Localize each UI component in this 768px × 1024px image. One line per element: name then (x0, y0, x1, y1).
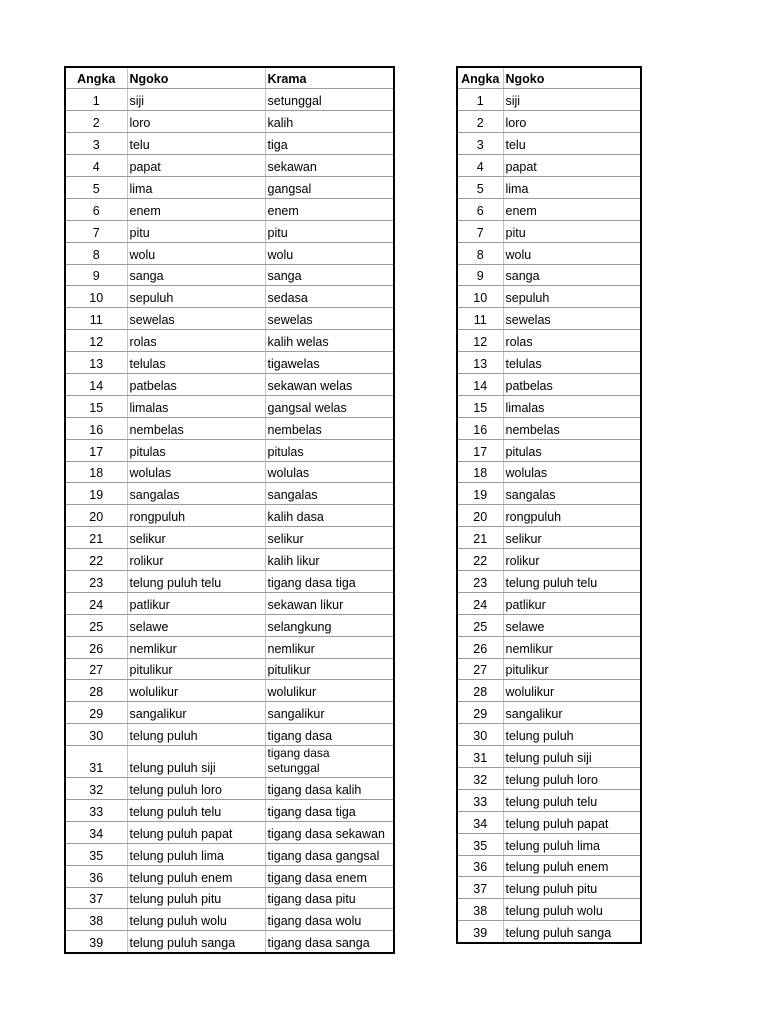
krama-cell: sekawan welas (265, 373, 394, 395)
table-row (457, 373, 641, 395)
angka-cell: 17 (65, 439, 127, 461)
krama-cell: tigang dasa wolu (265, 909, 394, 931)
table-row (65, 778, 394, 800)
ngoko-cell: patbelas (503, 373, 641, 395)
table-row (457, 111, 641, 133)
angka-cell: 19 (457, 483, 503, 505)
angka-cell: 36 (457, 855, 503, 877)
ngoko-cell: wolulikur (503, 680, 641, 702)
ngoko-cell: selawe (503, 614, 641, 636)
ngoko-cell: telulas (503, 352, 641, 374)
table-row (457, 330, 641, 352)
ngoko-cell: nemlikur (503, 636, 641, 658)
angka-cell: 23 (457, 570, 503, 592)
angka-cell: 28 (65, 680, 127, 702)
table-row (457, 527, 641, 549)
angka-cell: 33 (457, 789, 503, 811)
table-row (457, 746, 641, 768)
table-row (65, 614, 394, 636)
krama-cell: tigang dasa tiga (265, 800, 394, 822)
angka-cell: 15 (457, 395, 503, 417)
ngoko-cell: siji (503, 89, 641, 111)
ngoko-cell: rongpuluh (503, 505, 641, 527)
ngoko-cell: limalas (503, 395, 641, 417)
krama-cell: pitulas (265, 439, 394, 461)
angka-cell: 20 (457, 505, 503, 527)
ngoko-cell: sangalikur (127, 702, 265, 724)
table-row (65, 220, 394, 242)
angka-cell: 1 (65, 89, 127, 111)
ngoko-cell: patlikur (503, 592, 641, 614)
krama-cell: setunggal (265, 89, 394, 111)
header-angka: Angka (457, 67, 503, 89)
krama-cell: sewelas (265, 308, 394, 330)
krama-cell (265, 746, 394, 778)
table-row (457, 505, 641, 527)
ngoko-cell: rolikur (127, 549, 265, 571)
table-row (457, 286, 641, 308)
krama-cell: pitu (265, 220, 394, 242)
krama-cell: sanga (265, 264, 394, 286)
angka-cell: 18 (457, 461, 503, 483)
angka-cell: 4 (457, 155, 503, 177)
table-row (457, 636, 641, 658)
angka-cell: 22 (65, 549, 127, 571)
angka-cell: 34 (65, 821, 127, 843)
ngoko-cell: telung puluh telu (127, 800, 265, 822)
table-row (65, 264, 394, 286)
angka-cell: 16 (65, 417, 127, 439)
table-row (65, 198, 394, 220)
angka-cell: 32 (457, 768, 503, 790)
angka-cell: 29 (457, 702, 503, 724)
table-row (65, 242, 394, 264)
ngoko-cell: telung puluh pitu (503, 877, 641, 899)
table-row (457, 549, 641, 571)
ngoko-cell: rolas (127, 330, 265, 352)
table-row (457, 592, 641, 614)
angka-cell: 24 (65, 592, 127, 614)
angka-cell: 7 (457, 220, 503, 242)
krama-cell: tigang dasa sanga (265, 931, 394, 953)
krama-cell: tigang dasa enem (265, 865, 394, 887)
angka-cell: 23 (65, 570, 127, 592)
table-row (457, 220, 641, 242)
left-table-body (65, 89, 394, 953)
ngoko-cell: patbelas (127, 373, 265, 395)
table-row (65, 352, 394, 374)
ngoko-cell: pitulikur (127, 658, 265, 680)
ngoko-cell: nembelas (503, 417, 641, 439)
angka-cell: 2 (65, 111, 127, 133)
ngoko-cell: telung puluh telu (503, 570, 641, 592)
table-row (65, 636, 394, 658)
table-row (457, 614, 641, 636)
ngoko-cell: loro (127, 111, 265, 133)
ngoko-cell: siji (127, 89, 265, 111)
angka-cell: 15 (65, 395, 127, 417)
table-row (65, 724, 394, 746)
angka-cell: 13 (457, 352, 503, 374)
table-row (457, 176, 641, 198)
table-row (65, 702, 394, 724)
ngoko-cell: sangalas (127, 483, 265, 505)
table-row (65, 330, 394, 352)
angka-cell: 14 (65, 373, 127, 395)
ngoko-cell: telung puluh telu (503, 789, 641, 811)
krama-cell: tigawelas (265, 352, 394, 374)
header-angka: Angka (65, 67, 127, 89)
angka-cell: 25 (65, 614, 127, 636)
table-row (65, 373, 394, 395)
krama-cell: sangalikur (265, 702, 394, 724)
table-row (457, 833, 641, 855)
krama-cell: nembelas (265, 417, 394, 439)
krama-cell: nemlikur (265, 636, 394, 658)
krama-cell: selangkung (265, 614, 394, 636)
ngoko-cell: telung puluh papat (127, 821, 265, 843)
ngoko-cell: telung puluh enem (127, 865, 265, 887)
table-row (457, 155, 641, 177)
table-row (65, 439, 394, 461)
table-row (65, 89, 394, 111)
angka-cell: 32 (65, 778, 127, 800)
table-row (457, 483, 641, 505)
krama-cell: wolu (265, 242, 394, 264)
ngoko-cell: enem (503, 198, 641, 220)
ngoko-cell: selikur (503, 527, 641, 549)
angka-cell: 37 (457, 877, 503, 899)
angka-cell: 5 (65, 176, 127, 198)
angka-cell: 39 (65, 931, 127, 953)
krama-cell: gangsal welas (265, 395, 394, 417)
right-table-body (457, 89, 641, 943)
table-row (457, 439, 641, 461)
angka-cell: 3 (65, 133, 127, 155)
ngoko-cell: nemlikur (127, 636, 265, 658)
angka-cell: 28 (457, 680, 503, 702)
angka-cell: 21 (65, 527, 127, 549)
krama-cell: enem (265, 198, 394, 220)
krama-cell: tigang dasa tiga (265, 570, 394, 592)
angka-cell: 8 (65, 242, 127, 264)
right-number-table (456, 66, 642, 944)
wrapped-line: setunggal (267, 761, 320, 776)
angka-cell: 35 (65, 843, 127, 865)
angka-cell: 29 (65, 702, 127, 724)
krama-cell: tigang dasa gangsal (265, 843, 394, 865)
table-row (457, 352, 641, 374)
ngoko-cell: lima (127, 176, 265, 198)
angka-cell: 21 (457, 527, 503, 549)
header-krama: Krama (265, 67, 394, 89)
angka-cell: 9 (457, 264, 503, 286)
ngoko-cell: limalas (127, 395, 265, 417)
ngoko-cell: lima (503, 176, 641, 198)
krama-cell: tigang dasa sekawan (265, 821, 394, 843)
table-row (457, 570, 641, 592)
krama-cell: sekawan (265, 155, 394, 177)
table-row (65, 176, 394, 198)
ngoko-cell: pitulikur (503, 658, 641, 680)
ngoko-cell: telung puluh lima (503, 833, 641, 855)
table-row (65, 308, 394, 330)
table-row (65, 417, 394, 439)
angka-cell: 26 (457, 636, 503, 658)
ngoko-cell: wolulas (127, 461, 265, 483)
angka-cell: 18 (65, 461, 127, 483)
table-row (457, 133, 641, 155)
angka-cell: 24 (457, 592, 503, 614)
header-row (65, 67, 394, 89)
krama-cell: selikur (265, 527, 394, 549)
angka-cell: 6 (457, 198, 503, 220)
angka-cell: 20 (65, 505, 127, 527)
header-ngoko: Ngoko (503, 67, 641, 89)
ngoko-cell: telung puluh sanga (503, 921, 641, 943)
ngoko-cell: telung puluh wolu (503, 899, 641, 921)
ngoko-cell: wolulikur (127, 680, 265, 702)
krama-cell: tigang dasa kalih (265, 778, 394, 800)
angka-cell: 37 (65, 887, 127, 909)
table-row (65, 133, 394, 155)
table-row (65, 821, 394, 843)
ngoko-cell: telung puluh enem (503, 855, 641, 877)
ngoko-cell: rolas (503, 330, 641, 352)
angka-cell: 17 (457, 439, 503, 461)
ngoko-cell: telung puluh wolu (127, 909, 265, 931)
table-row (457, 702, 641, 724)
table-row (65, 461, 394, 483)
krama-cell: tiga (265, 133, 394, 155)
krama-cell: gangsal (265, 176, 394, 198)
krama-cell: wolulikur (265, 680, 394, 702)
ngoko-cell: telu (127, 133, 265, 155)
ngoko-cell: telung puluh siji (503, 746, 641, 768)
ngoko-cell: patlikur (127, 592, 265, 614)
ngoko-cell: selikur (127, 527, 265, 549)
krama-cell: sekawan likur (265, 592, 394, 614)
left-number-table (64, 66, 395, 954)
angka-cell: 30 (457, 724, 503, 746)
table-row (65, 592, 394, 614)
angka-cell: 38 (457, 899, 503, 921)
angka-cell: 5 (457, 176, 503, 198)
ngoko-cell: pitulas (127, 439, 265, 461)
angka-cell: 14 (457, 373, 503, 395)
angka-cell: 13 (65, 352, 127, 374)
angka-cell: 36 (65, 865, 127, 887)
table-row (457, 198, 641, 220)
angka-cell: 27 (457, 658, 503, 680)
table-row (65, 865, 394, 887)
ngoko-cell: telung puluh siji (127, 746, 265, 778)
angka-cell: 16 (457, 417, 503, 439)
table-row (65, 155, 394, 177)
table-row (65, 395, 394, 417)
angka-cell: 2 (457, 111, 503, 133)
ngoko-cell: sewelas (503, 308, 641, 330)
ngoko-cell: sepuluh (127, 286, 265, 308)
angka-cell: 31 (457, 746, 503, 768)
krama-cell: kalih (265, 111, 394, 133)
ngoko-cell: papat (503, 155, 641, 177)
table-row (457, 921, 641, 943)
ngoko-cell: telung puluh telu (127, 570, 265, 592)
table-row (65, 527, 394, 549)
ngoko-cell: telung puluh loro (503, 768, 641, 790)
angka-cell: 34 (457, 811, 503, 833)
table-row (457, 461, 641, 483)
krama-cell: kalih dasa (265, 505, 394, 527)
table-row (457, 242, 641, 264)
krama-cell: sedasa (265, 286, 394, 308)
table-row (457, 395, 641, 417)
ngoko-cell: telung puluh loro (127, 778, 265, 800)
angka-cell: 31 (65, 746, 127, 778)
angka-cell: 25 (457, 614, 503, 636)
angka-cell: 11 (65, 308, 127, 330)
ngoko-cell: nembelas (127, 417, 265, 439)
ngoko-cell: rongpuluh (127, 505, 265, 527)
angka-cell: 10 (65, 286, 127, 308)
ngoko-cell: selawe (127, 614, 265, 636)
krama-cell: kalih likur (265, 549, 394, 571)
table-row (65, 658, 394, 680)
angka-cell: 26 (65, 636, 127, 658)
ngoko-cell: sewelas (127, 308, 265, 330)
ngoko-cell: sangalikur (503, 702, 641, 724)
table-row (457, 855, 641, 877)
angka-cell: 38 (65, 909, 127, 931)
angka-cell: 7 (65, 220, 127, 242)
angka-cell: 1 (457, 89, 503, 111)
table-row (65, 931, 394, 953)
ngoko-cell: rolikur (503, 549, 641, 571)
ngoko-cell: pitu (127, 220, 265, 242)
ngoko-cell: sanga (127, 264, 265, 286)
angka-cell: 11 (457, 308, 503, 330)
angka-cell: 8 (457, 242, 503, 264)
angka-cell: 19 (65, 483, 127, 505)
table-row (457, 724, 641, 746)
ngoko-cell: telung puluh pitu (127, 887, 265, 909)
angka-cell: 22 (457, 549, 503, 571)
table-row (65, 286, 394, 308)
angka-cell: 9 (65, 264, 127, 286)
table-row (65, 680, 394, 702)
krama-cell: pitulikur (265, 658, 394, 680)
angka-cell: 4 (65, 155, 127, 177)
ngoko-cell: sanga (503, 264, 641, 286)
wrapped-line: tigang dasa (267, 746, 330, 761)
table-row (65, 800, 394, 822)
ngoko-cell: loro (503, 111, 641, 133)
table-row (457, 658, 641, 680)
ngoko-cell: telung puluh (127, 724, 265, 746)
header-row (457, 67, 641, 89)
ngoko-cell: enem (127, 198, 265, 220)
table-row (457, 789, 641, 811)
ngoko-cell: telung puluh (503, 724, 641, 746)
angka-cell: 10 (457, 286, 503, 308)
ngoko-cell: telung puluh papat (503, 811, 641, 833)
angka-cell: 30 (65, 724, 127, 746)
table-row (457, 768, 641, 790)
krama-cell: tigang dasa pitu (265, 887, 394, 909)
table-row (65, 746, 394, 778)
krama-cell: wolulas (265, 461, 394, 483)
table-row (457, 811, 641, 833)
table-row (65, 570, 394, 592)
table-row (65, 505, 394, 527)
ngoko-cell: pitulas (503, 439, 641, 461)
table-row (65, 843, 394, 865)
table-row (457, 899, 641, 921)
angka-cell: 6 (65, 198, 127, 220)
ngoko-cell: papat (127, 155, 265, 177)
krama-cell: tigang dasa (265, 724, 394, 746)
angka-cell: 39 (457, 921, 503, 943)
table-row (457, 89, 641, 111)
ngoko-cell: wolulas (503, 461, 641, 483)
table-row (65, 909, 394, 931)
angka-cell: 35 (457, 833, 503, 855)
ngoko-cell: telulas (127, 352, 265, 374)
angka-cell: 12 (65, 330, 127, 352)
header-ngoko: Ngoko (127, 67, 265, 89)
ngoko-cell: telung puluh sanga (127, 931, 265, 953)
table-row (65, 887, 394, 909)
ngoko-cell: telung puluh lima (127, 843, 265, 865)
table-row (65, 111, 394, 133)
angka-cell: 33 (65, 800, 127, 822)
table-row (457, 877, 641, 899)
table-row (457, 264, 641, 286)
table-row (65, 549, 394, 571)
table-row (457, 308, 641, 330)
table-row (457, 417, 641, 439)
krama-cell: sangalas (265, 483, 394, 505)
angka-cell: 3 (457, 133, 503, 155)
table-row (65, 483, 394, 505)
ngoko-cell: telu (503, 133, 641, 155)
ngoko-cell: sangalas (503, 483, 641, 505)
krama-cell: kalih welas (265, 330, 394, 352)
ngoko-cell: wolu (127, 242, 265, 264)
table-row (457, 680, 641, 702)
angka-cell: 12 (457, 330, 503, 352)
angka-cell: 27 (65, 658, 127, 680)
ngoko-cell: wolu (503, 242, 641, 264)
ngoko-cell: sepuluh (503, 286, 641, 308)
ngoko-cell: pitu (503, 220, 641, 242)
